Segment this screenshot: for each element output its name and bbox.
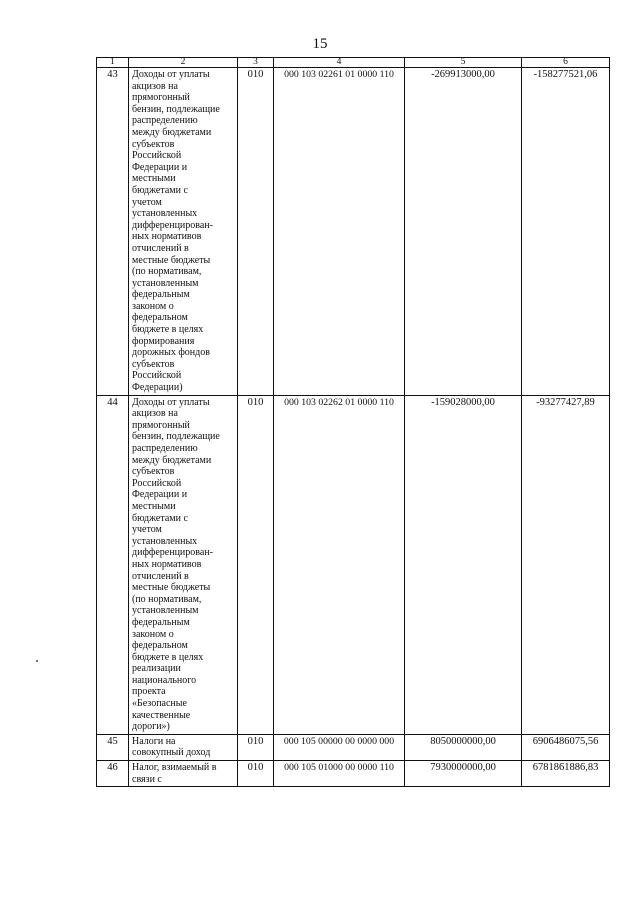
column-header-6: 6 [522, 58, 610, 68]
row-name-line: Федерации и [132, 161, 188, 173]
row-name-line: бензин, подлежащие [132, 431, 220, 443]
row-number: 43 [97, 68, 129, 396]
row-name-line: федеральным [132, 616, 190, 628]
row-number: 46 [97, 761, 129, 787]
row-value-col6: 6906486075,56 [522, 734, 610, 760]
row-name-line: отчислений в [132, 570, 189, 582]
row-budget-classification-code: 000 105 00000 00 0000 000 [274, 734, 405, 760]
row-number: 45 [97, 734, 129, 760]
row-name-line: проекта [132, 686, 166, 698]
row-name-line: дифференцирован- [132, 219, 213, 231]
row-name-line: формирования [132, 335, 195, 347]
row-name-line: Федерации) [132, 382, 183, 394]
table-row [97, 734, 610, 760]
row-name-line: федеральным [132, 289, 190, 301]
row-name-line: (по нормативам, [132, 266, 202, 278]
row-name-line: между бюджетами [132, 454, 212, 466]
row-name-line: установленным [132, 605, 199, 617]
row-value-col5: 7930000000,00 [405, 761, 522, 787]
row-name-line: совокупный доход [132, 747, 211, 759]
scan-speck [36, 660, 38, 662]
table-row [97, 395, 610, 734]
row-name-line: местными [132, 500, 176, 512]
column-header-5: 5 [405, 58, 522, 68]
row-name-line: субъектов [132, 138, 175, 150]
row-name-line: Российской [132, 477, 182, 489]
row-name-line: распределению [132, 443, 198, 454]
row-name-line: бензин, подлежащие [132, 103, 220, 115]
row-name [129, 395, 238, 734]
row-name-line: местными [132, 173, 176, 185]
row-name-line: Налог, взимаемый в [132, 762, 217, 774]
column-header-4: 4 [274, 58, 405, 68]
row-name-line: реализации [132, 663, 181, 675]
row-name-line: учетом [132, 524, 162, 536]
row-code: 010 [238, 734, 274, 760]
row-name-line: (по нормативам, [132, 593, 202, 605]
row-name-line: ных нормативов [132, 558, 202, 570]
row-code: 010 [238, 761, 274, 787]
row-name-line: прямогонный [132, 92, 190, 104]
row-name-line: установленных [132, 535, 198, 547]
row-value-col5: -159028000,00 [405, 395, 522, 734]
column-header-3: 3 [238, 58, 274, 68]
row-number: 44 [97, 395, 129, 734]
row-name-line: федеральном [132, 640, 188, 652]
row-code: 010 [238, 395, 274, 734]
row-name-line: бюджетами с [132, 512, 188, 524]
row-name-line: Налоги на [132, 735, 176, 747]
row-name-line: распределению [132, 115, 198, 127]
row-budget-classification-code: 000 103 02262 01 0000 110 [274, 395, 405, 734]
row-name-line: национального [132, 674, 197, 686]
row-name-line: Федерации и [132, 489, 188, 501]
row-name-line: прямогонный [132, 419, 190, 431]
row-name-line: отчислений в [132, 242, 189, 254]
row-name [129, 734, 238, 760]
row-name-line: Доходы от уплаты [132, 69, 210, 80]
page-number: 15 [312, 36, 328, 52]
row-budget-classification-code: 000 103 02261 01 0000 110 [274, 68, 405, 396]
row-name-line: субъектов [132, 466, 175, 478]
column-header-2: 2 [129, 58, 238, 68]
row-name-line: установленным [132, 277, 199, 289]
row-name-line: Российской [132, 150, 182, 162]
row-name-line: Доходы от уплаты [132, 396, 210, 408]
row-name-line: акцизов на [132, 80, 178, 92]
row-name-line: акцизов на [132, 408, 178, 420]
row-name-line: бюджете в целях [132, 324, 204, 336]
row-name-line: качественные [132, 709, 191, 721]
row-name-line: Российской [132, 370, 182, 382]
row-name-line: между бюджетами [132, 126, 212, 138]
row-budget-classification-code: 000 105 01000 00 0000 110 [274, 761, 405, 787]
row-name-line: учетом [132, 196, 162, 208]
row-name-line: бюджетами с [132, 184, 188, 196]
row-value-col5: 8050000000,00 [405, 734, 522, 760]
row-value-col6: -93277427,89 [522, 395, 610, 734]
budget-table [96, 57, 610, 787]
row-name-line: связи с [132, 773, 162, 785]
row-name-line: дороги») [132, 721, 170, 733]
row-name-line: бюджете в целях [132, 651, 204, 663]
row-name-line: установленных [132, 208, 198, 220]
row-name-line: субъектов [132, 358, 175, 370]
row-name-line: дорожных фондов [132, 347, 210, 359]
table-row [97, 68, 610, 396]
row-name-line: местные бюджеты [132, 582, 211, 594]
row-value-col6: -158277521,06 [522, 68, 610, 396]
row-name-line: законом о [132, 628, 174, 640]
row-value-col6: 6781861886,83 [522, 761, 610, 787]
row-name-line: местные бюджеты [132, 254, 211, 266]
row-name [129, 761, 238, 787]
row-name-line: «Безопасные [132, 698, 187, 710]
table-row [97, 761, 610, 787]
row-code: 010 [238, 68, 274, 396]
header-row [97, 58, 610, 68]
row-name [129, 68, 238, 396]
table-body [97, 68, 610, 787]
row-name-line: ных нормативов [132, 231, 202, 243]
row-name-line: федеральном [132, 312, 188, 324]
row-name-line: законом о [132, 300, 174, 312]
column-header-1: 1 [97, 58, 129, 68]
row-value-col5: -269913000,00 [405, 68, 522, 396]
row-name-line: дифференцирован- [132, 547, 213, 559]
